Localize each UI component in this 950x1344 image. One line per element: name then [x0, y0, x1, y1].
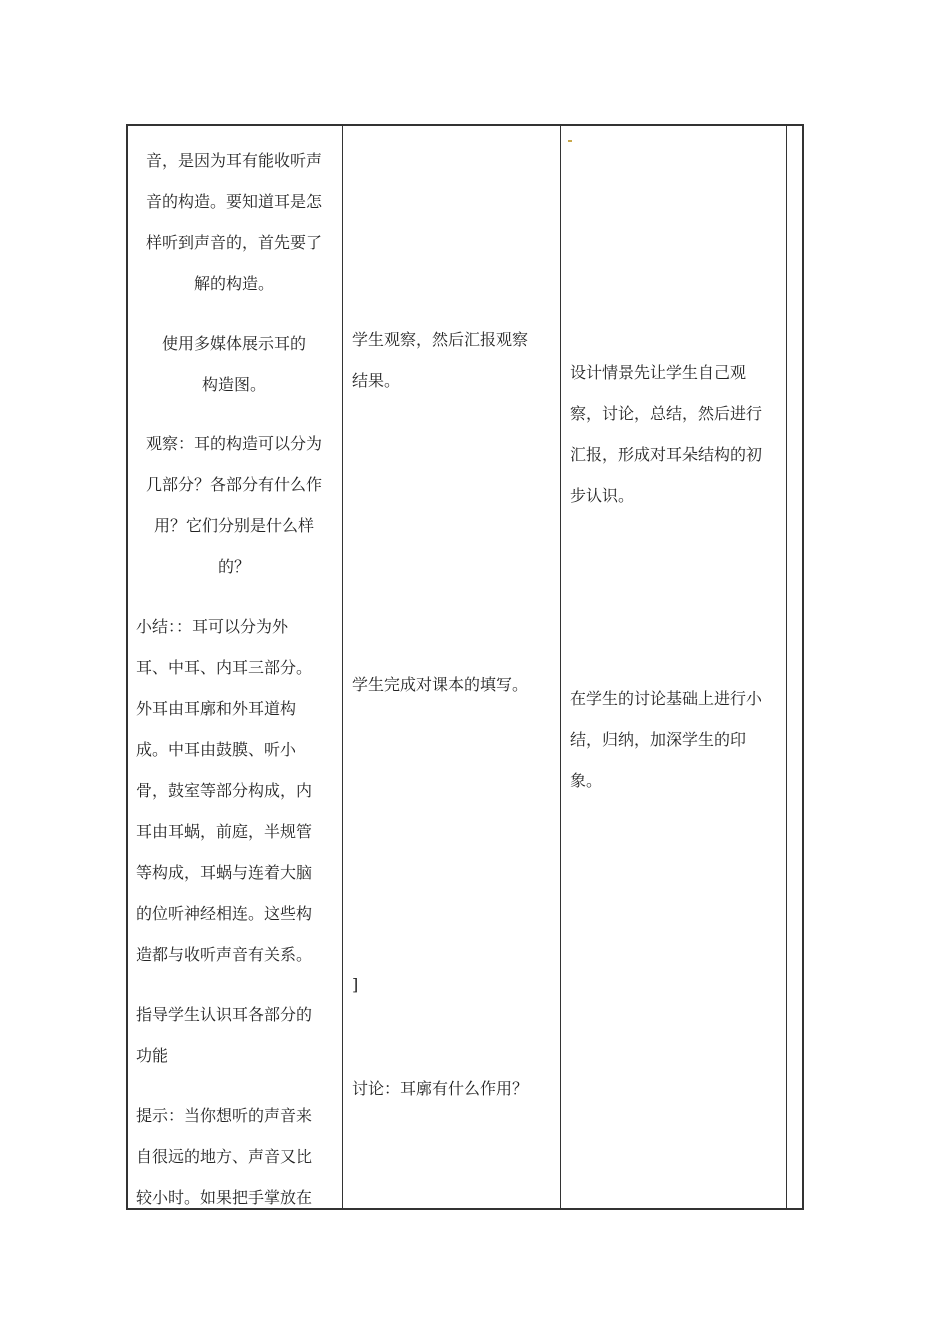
- text-line: 解的构造。: [193, 274, 274, 293]
- text-line: 造都与收听声音有关系。: [136, 945, 313, 964]
- text-line: 等构成，耳蜗与连着大脑: [136, 863, 313, 882]
- column-divider-3: [786, 126, 787, 1208]
- text-line: 学生观察，然后汇报观察: [352, 330, 529, 349]
- text-line: 骨，鼓室等部分构成，内: [136, 781, 313, 800]
- text-line: 提示：当你想听的声音来: [136, 1106, 313, 1125]
- col1-intro: [136, 140, 332, 304]
- table-border-right: [802, 126, 804, 1208]
- text-line: 步认识。: [570, 486, 635, 505]
- col1-observe: [136, 423, 332, 587]
- col3-design: [570, 352, 778, 516]
- text-line: 讨论：耳廓有什么作用？: [352, 1079, 529, 1098]
- text-line: 小结：：耳可以分为外: [136, 617, 289, 636]
- col3-summary: [570, 678, 778, 801]
- column-divider-2: [560, 126, 561, 1208]
- column-divider-1: [342, 126, 343, 1208]
- text-line: 耳由耳蜗，前庭，半规管: [136, 822, 313, 841]
- text-line: 观察：耳的构造可以分为: [145, 434, 322, 453]
- text-line: 耳、中耳、内耳三部分。: [136, 658, 313, 677]
- text-line: 外耳由耳廓和外耳道构: [136, 699, 297, 718]
- col1-summary: [136, 606, 332, 975]
- text-line: 的？: [217, 557, 250, 576]
- text-line: 构造图。: [201, 375, 266, 394]
- text-line: 结果。: [352, 371, 401, 390]
- text-line: 察，讨论，总结，然后进行: [570, 404, 763, 423]
- text-line: 学生完成对课本的填写。: [352, 675, 529, 694]
- col2-discussion: [352, 1068, 552, 1109]
- col1-hint: [136, 1095, 332, 1218]
- col2-bracket: [352, 964, 552, 1005]
- text-line: 使用多媒体展示耳的: [161, 334, 306, 353]
- text-line: 象。: [570, 771, 603, 790]
- text-line: 汇报，形成对耳朵结构的初: [570, 445, 763, 464]
- text-line: 几部分？各部分有什么作: [145, 475, 322, 494]
- table-border-left: [126, 126, 128, 1208]
- text-line: 指导学生认识耳各部分的: [136, 1005, 313, 1024]
- text-line: 结，归纳，加深学生的印: [570, 730, 747, 749]
- col1-guide: [136, 994, 332, 1076]
- text-line: 功能: [136, 1046, 169, 1065]
- text-line: 音的构造。要知道耳是怎: [145, 192, 322, 211]
- text-line: 成。中耳由鼓膜、听小: [136, 740, 297, 759]
- text-line: 样听到声音的，首先要了: [145, 233, 322, 252]
- col2-fill-in: [352, 664, 552, 705]
- text-line: 音，是因为耳有能收听声: [145, 151, 322, 170]
- text-line: ]: [352, 975, 359, 994]
- text-line: 在学生的讨论基础上进行小: [570, 689, 763, 708]
- text-line: 的位听神经相连。这些构: [136, 904, 313, 923]
- lesson-table: [126, 124, 804, 1210]
- stray-mark: [568, 140, 572, 142]
- text-line: 用？它们分别是什么样: [153, 516, 314, 535]
- col2-observe-report: [352, 319, 552, 401]
- col1-multimedia: [136, 323, 332, 405]
- text-line: 自很远的地方、声音又比: [136, 1147, 313, 1166]
- text-line: 设计情景先让学生自己观: [570, 363, 747, 382]
- text-line: 较小时。如果把手掌放在: [136, 1188, 313, 1207]
